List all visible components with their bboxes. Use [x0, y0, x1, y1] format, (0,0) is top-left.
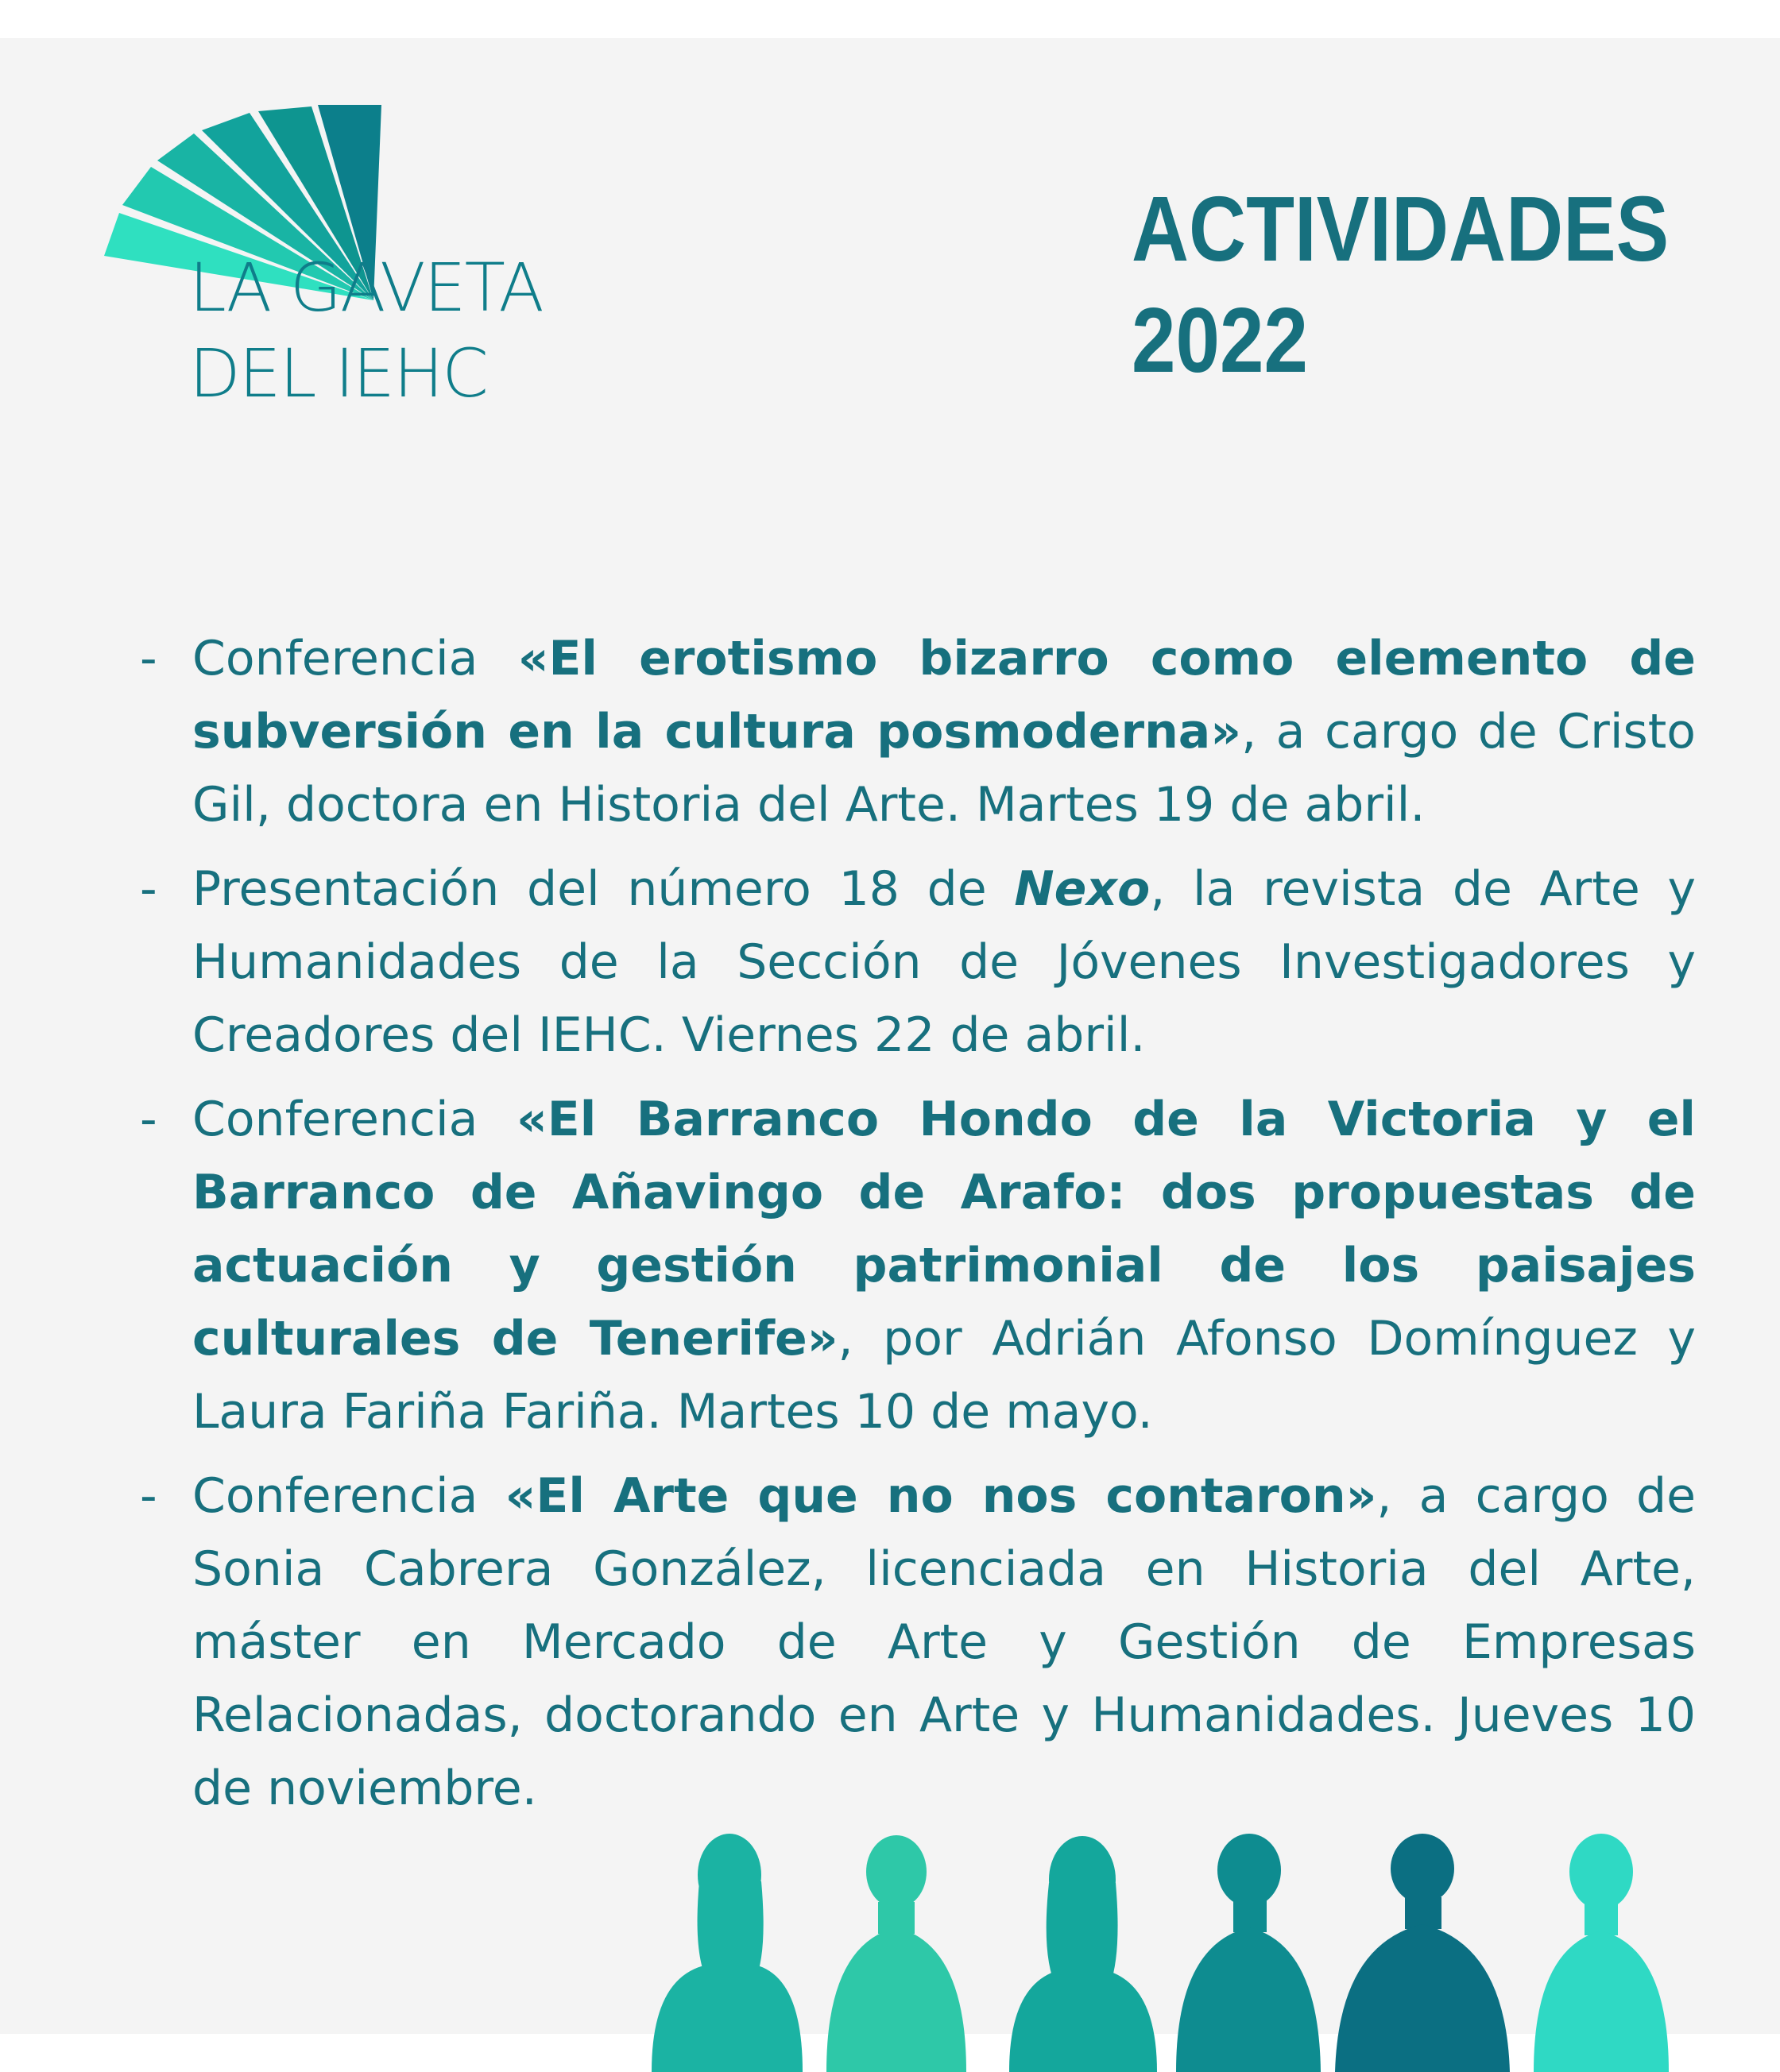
list-dash: -	[140, 631, 157, 686]
page-title	[1132, 173, 1669, 396]
title-line-1: ACTIVIDADES	[1132, 177, 1670, 280]
activity-title: Nexo	[1014, 861, 1151, 917]
title-line-2: 2022	[1132, 288, 1308, 392]
person-silhouette-3	[1009, 1836, 1157, 2072]
activity-prefix: Conferencia	[192, 1092, 478, 1147]
activity-item	[140, 1083, 1696, 1448]
activity-prefix: Conferencia	[192, 1468, 478, 1524]
person-silhouette-5	[1335, 1834, 1510, 2072]
activity-item	[140, 852, 1696, 1072]
person-silhouette-4	[1176, 1834, 1321, 2072]
person-silhouette-1	[652, 1834, 803, 2072]
logo	[95, 102, 572, 412]
activity-prefix: Conferencia	[192, 631, 478, 686]
activity-item	[140, 1459, 1696, 1825]
activity-details: , a cargo de Cristo Gil, doctora en Historia del Arte. Martes 19 de abril.	[192, 704, 1696, 833]
activities-list	[140, 622, 1696, 1836]
activity-item	[140, 622, 1696, 841]
list-dash: -	[140, 1092, 157, 1147]
activity-details: , por Adrián Afonso Domínguez y Laura Fariña Fariña. Martes 10 de mayo.	[192, 1311, 1696, 1440]
activity-title: «El Barranco Hondo de la Victoria y el Barranco de Añavingo de Arafo: dos propuestas de actuación y gestión patrimonial de los paisajes culturales de Tenerife»	[192, 1092, 1696, 1367]
list-dash: -	[140, 1468, 157, 1524]
activity-details: , la revista de Arte y Humanidades de la Sección de Jóvenes Investigadores y Creadores del IEHC. Viernes 22 de abril.	[192, 861, 1697, 1063]
activity-prefix: Presentación del número 18 de	[192, 861, 987, 917]
top-white-strip	[0, 0, 1780, 38]
activity-details: , a cargo de Sonia Cabrera González, licenciada en Historia del Arte, máster en Mercado de Arte y Gestión de Empresas Relacionadas, doctorando en Arte y Humanidades. Jueves 10 de noviembre.	[192, 1468, 1696, 1816]
list-dash: -	[140, 861, 157, 917]
people-silhouettes-illustration	[636, 1834, 1716, 2072]
poster-panel	[0, 38, 1780, 2034]
activity-title: «El Arte que no nos contaron»	[505, 1468, 1377, 1524]
logo-text-line-2: DEL IEHC	[189, 334, 487, 412]
person-silhouette-2	[826, 1835, 966, 2072]
logo-text-line-1: LA GAVETA	[189, 249, 543, 327]
person-silhouette-6	[1534, 1834, 1669, 2072]
activity-title: «El erotismo bizarro como elemento de subversión en la cultura posmoderna»	[192, 631, 1696, 760]
